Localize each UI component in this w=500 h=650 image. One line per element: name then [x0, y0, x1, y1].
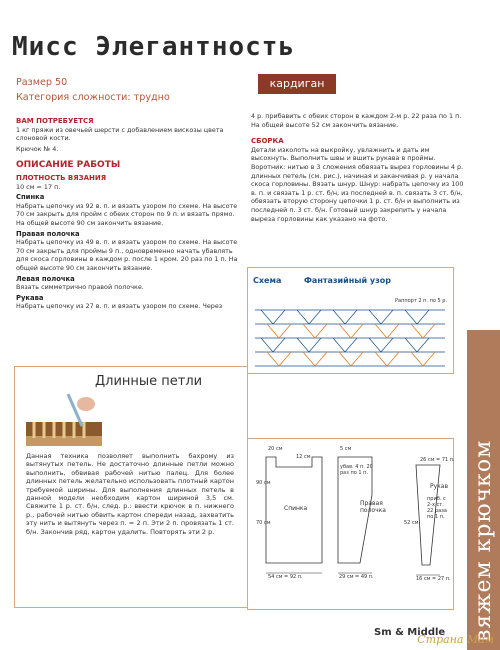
dim-front-width: 29 см = 49 п. [339, 574, 374, 580]
left-front-heading: Левая полочка [16, 274, 75, 283]
front-note: убав. 4 п. 20 раз по 1 п. [340, 464, 373, 476]
sleeve-note: приб. с 2-х ст. 22 раза по 1 п. [427, 496, 447, 520]
watermark-text: Страна Мам [417, 633, 494, 646]
assembly-text: Детали изколоть на выкройку, увлажнить и дать им высохнуть. Выполнить швы и вшить рукава в проймы. Воротник: нитью в 3 сложения обвязать вырез горловины 4 р. длинных петель (см. рис.), начиная и заканчивая р. у начала скоса горловины. Вязать шнур. Шнур: набрать цепочку из 100 в. п. и связать 1 р. ст. б/н, из последней в. п. связать 3 ст. б/н, обвязать вторую сторону цепочки 1 р. ст. б/н и выполнить из последней п. 3 ст. б/н. Готовый шнур закрепить у начала выреза горловины как указано на фото. [251, 145, 464, 223]
need-heading: ВАМ ПОТРЕБУЕТСЯ [16, 117, 94, 125]
hook-text: Крючок № 4. [16, 144, 59, 153]
dim-back-lower: 70 см [256, 520, 271, 526]
dim-back-top: 20 см [268, 446, 283, 452]
chart-stitches-blue [255, 310, 445, 366]
back-label: Спинка [284, 505, 308, 512]
sidebar-banner [467, 330, 500, 650]
back-heading: Спинка [16, 193, 45, 202]
assembly-heading: СБОРКА [251, 137, 284, 146]
crochet-chart [255, 304, 447, 368]
work-heading: ОПИСАНИЕ РАБОТЫ [16, 160, 121, 171]
category-badge: кардиган [258, 74, 336, 94]
dim-small: 5 см [340, 446, 352, 452]
sleeve-text: Набрать цепочку из 27 в. п. и вязать узором по схеме. Через [16, 302, 223, 311]
dim-back-side: 12 см [296, 454, 311, 460]
sleeve-heading: Рукава [16, 293, 44, 302]
sleeve-cont-text: 4 р. прибавить с обеих сторон в каждом 2-м р. 22 раза по 1 п. На общей высоте 52 см закончить вязание. [251, 112, 462, 129]
dim-back-height: 90 см [256, 480, 271, 486]
left-column [16, 113, 242, 313]
difficulty-label: Категория сложности: трудно [16, 92, 170, 103]
right-column [251, 112, 467, 225]
front-label: Правая полочка [360, 500, 386, 514]
dim-sleeve-width: 16 см = 27 п. [416, 576, 451, 582]
scheme-label: Схема [253, 276, 282, 285]
hand-icon [77, 397, 95, 411]
left-front-text: Вязать симметрично правой полочке. [16, 283, 144, 292]
size-label: Размер 50 [16, 77, 68, 88]
long-loops-illustration [24, 392, 104, 450]
footer-text: Sm & Middle [374, 627, 446, 638]
pattern-label: Фантазийный узор [304, 276, 391, 285]
right-front-heading: Правая полочка [16, 229, 80, 238]
sleeve-label: Рукав [430, 483, 449, 490]
long-loops-title: Длинные петли [95, 374, 203, 389]
dim-back-width: 54 см = 92 п. [268, 574, 303, 580]
dim-sleeve-height: 52 см [404, 520, 419, 526]
crochet-hook-icon [68, 394, 82, 426]
sidebar-text: вяжем крючком [471, 439, 496, 642]
density-heading: ПЛОТНОСТЬ ВЯЗАНИЯ [16, 173, 107, 182]
page-title: Мисс Элегантность [12, 32, 296, 62]
need-text: 1 кг пряжи из овечьей шерсти с добавлением вискозы цвета слоновой кости. [16, 125, 224, 143]
repeat-note: Раппорт 2 п. по 5 р. [395, 298, 448, 304]
dim-sleeve-top: 26 см = 71 п. [420, 457, 455, 463]
right-front-text: Набрать цепочку из 49 в. п. и вязать узором по схеме. На высоте 70 см закрыть для проймы 9 п., одновременно начать убавлять для скоса горловины в каждом р. после 1 кром. 20 раз по 1 п. На общей высоте 90 см закончить вязание. [16, 238, 238, 272]
density-text: 10 см = 17 п. [16, 182, 61, 191]
long-loops-text: Данная техника позволяет выполнить бахрому из вытянутых петель. Не достаточно длинные петли можно выполнить, обвивая рабочей нитью палец. Для более длинных петель желательно использовать плотный картон требуемой ширины. Для выполнения длинных петель в данной модели необходим картон шириной 3,5 см. Свяжите 1 р. ст. б/н, след. р.: ввести крючок в п. нижнего р., рабочей нитью обвить картон спереди назад, захватить эту нить и вытянуть через п. = 2 п. Эти 2 п. провязать 1 ст. б/н. Закончив ряд, картон удалить. Повторять эти 2 р. [26, 452, 234, 536]
back-text: Набрать цепочку из 92 в. п. и вязать узором по схеме. На высоте 70 см закрыть для пройм с обеих сторон по 9 п. и вязать прямо. На общей высоте 90 см закончить вязание. [16, 201, 238, 227]
